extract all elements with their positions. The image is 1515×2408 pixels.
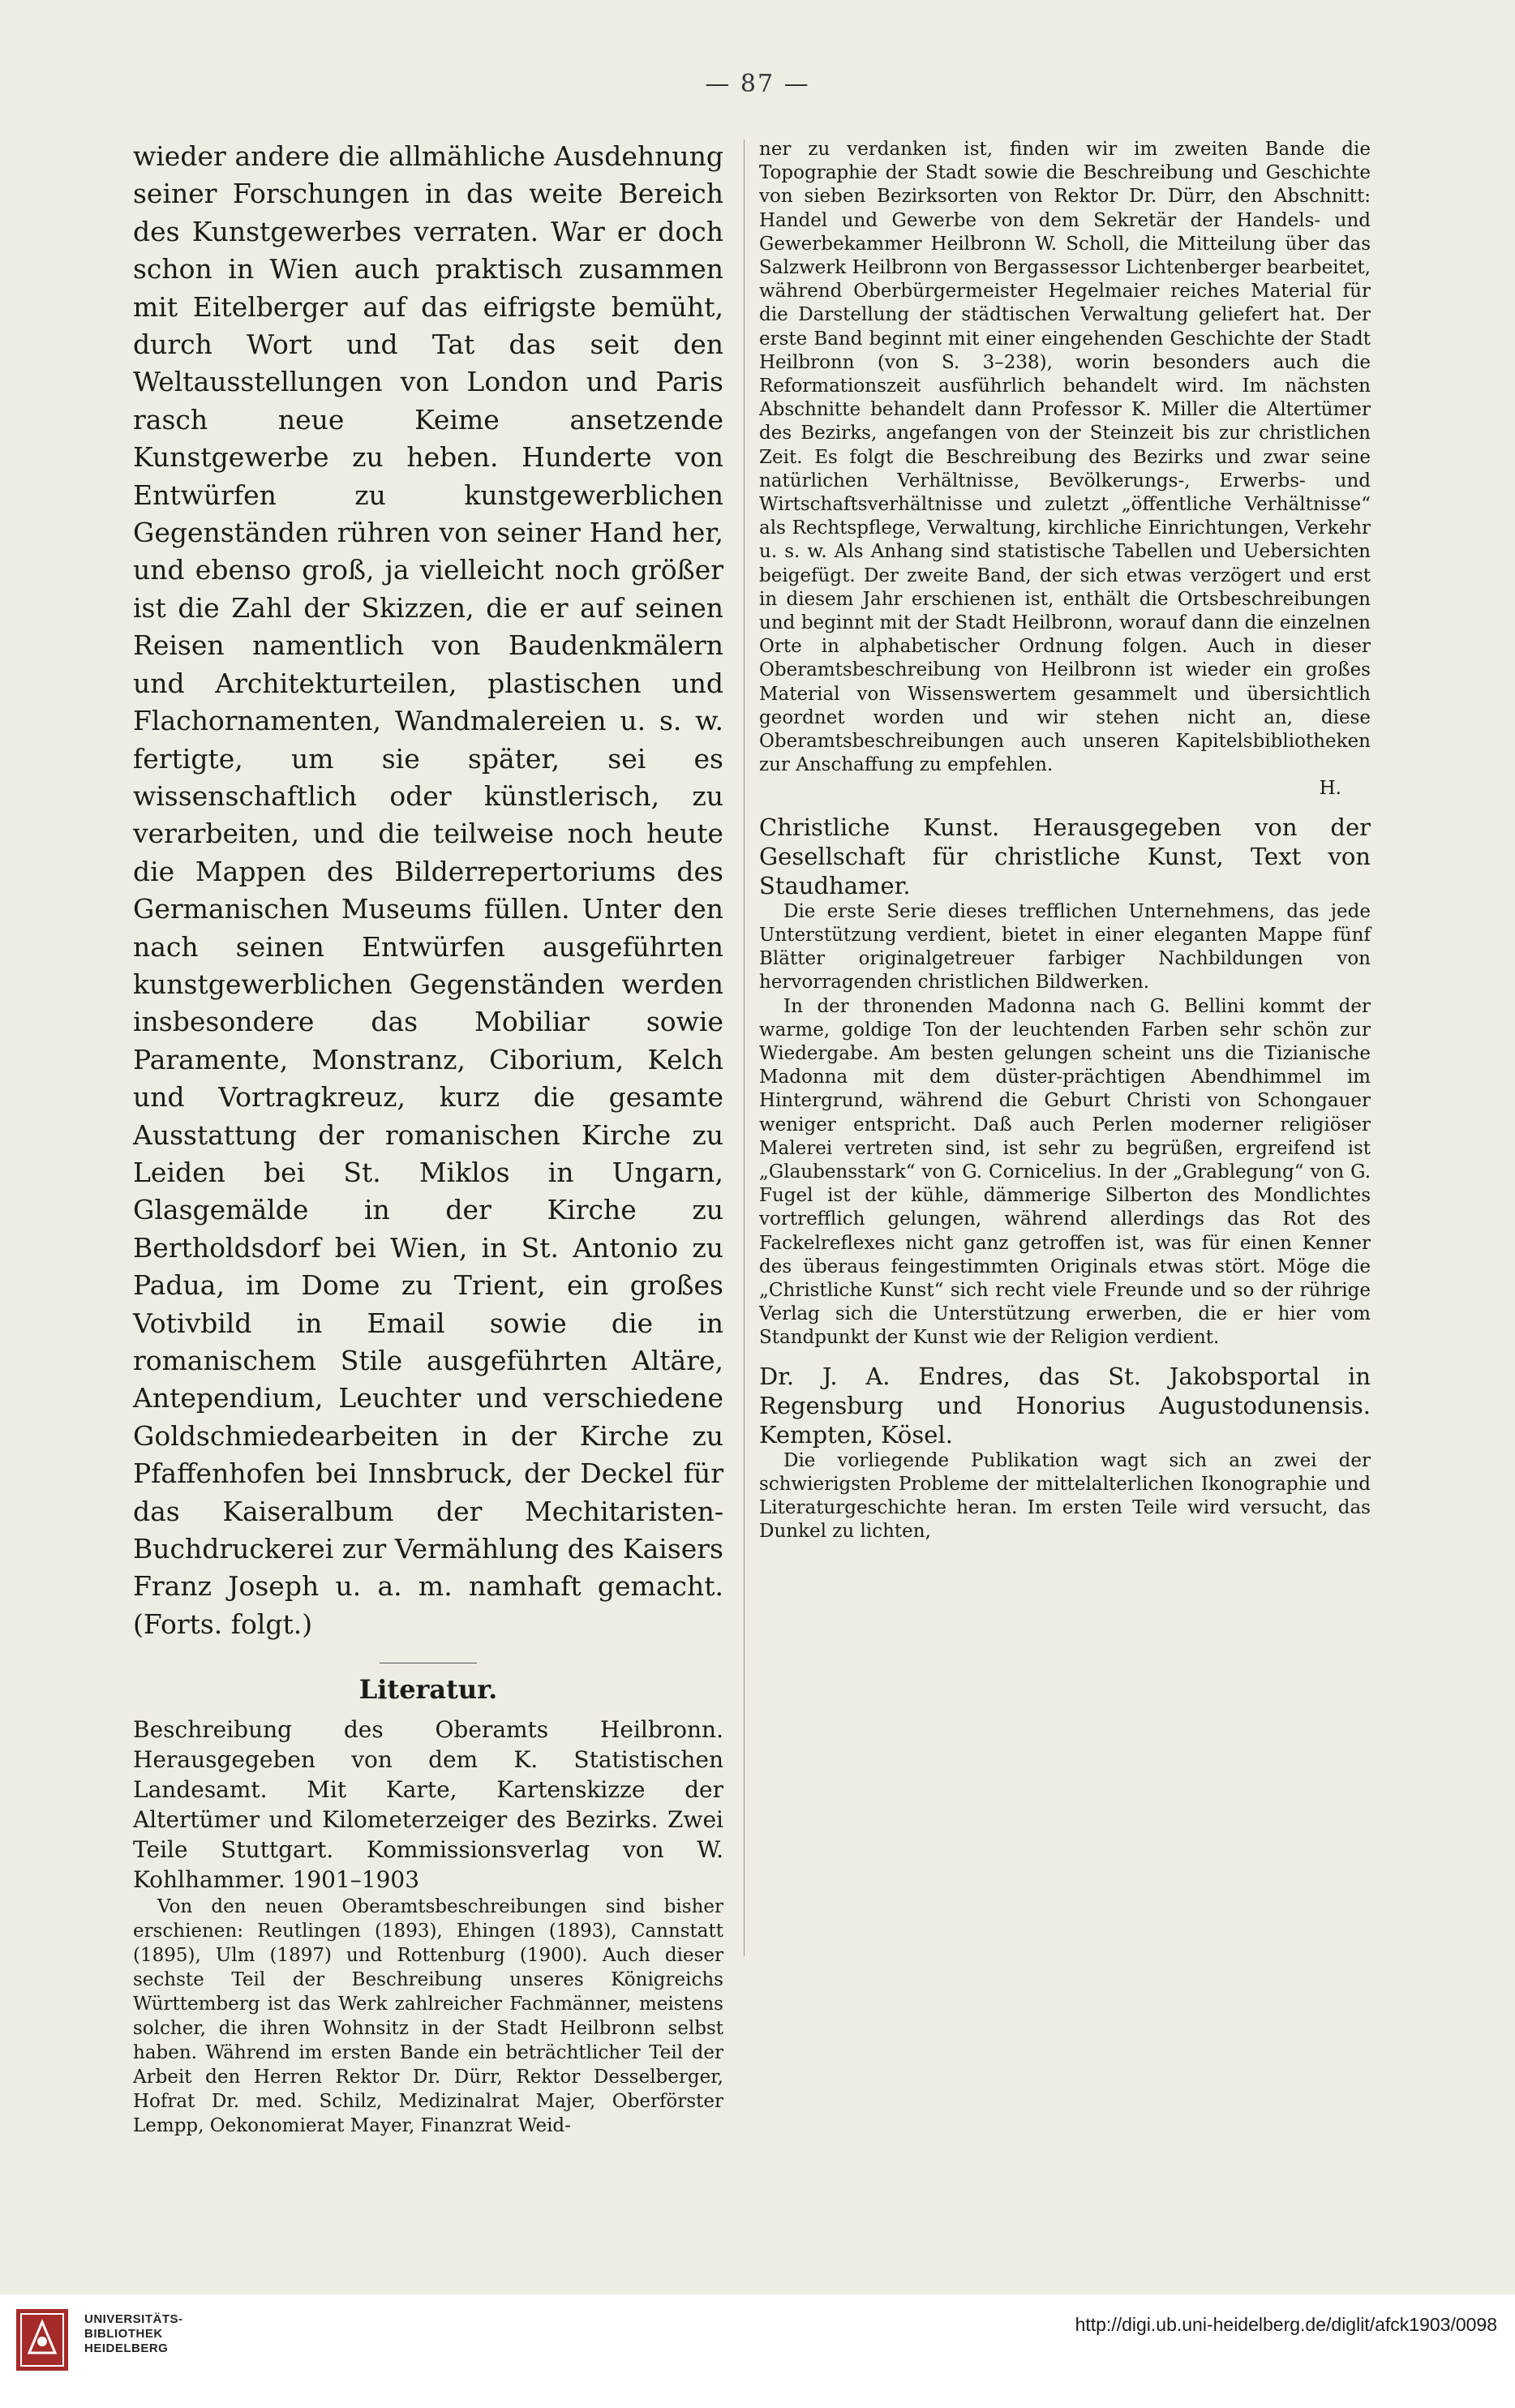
review-title-endres: Dr. J. A. Endres, das St. Jakobsportal in Regensburg und Honorius Augustodunensis. Kempten, Kösel. (759, 1362, 1371, 1449)
review-body-heilbronn: Von den neuen Oberamtsbeschreibungen sind bisher erschienen: Reutlingen (1893), Ehingen (1893), Cannstatt (1895), Ulm (1897) und Rottenburg (1900). Auch dieser sechste Teil der Beschreibung unseres Königreichs Württemberg ist das Werk zahlreicher Fachmänner, meistens solcher, die ihren Wohnsitz in der Stadt Heilbronn selbst haben. Während im ersten Bande ein beträchtlicher Teil der Arbeit den Herren Rektor Dr. Dürr, Rektor Desselberger, Hofrat Dr. med. Schilz, Medizinalrat Majer, Oberförster Lempp, Oekonomierat Mayer, Finanzrat Weid- (133, 1896, 723, 2137)
reviewer-signature: H. (1319, 778, 1341, 800)
review-title-christliche-kunst: Christliche Kunst. Herausgegeben von der Gesellschaft für christliche Kunst, Text von Staudhamer. (759, 813, 1371, 899)
review-title-heilbronn: Beschreibung des Oberamts Heilbronn. Herausgegeben von dem K. Statistischen Landesamt. Mit Karte, Kartenskizze der Altertümer und Kilometerzeiger des Bezirks. Zwei Teile Stuttgart. Kommissionsverlag von W. Kohlhammer. 1901–1903 (133, 1716, 723, 1894)
review-paragraph: Die vorliegende Publikation wagt sich an zwei der schwierigsten Probleme der mittelalterlichen Ikonographie und Literaturgeschichte heran. Im ersten Teile wird versucht, das Dunkel zu lichten, (759, 1449, 1371, 1543)
page-number: — 87 — (705, 70, 810, 98)
university-seal-icon (15, 2307, 70, 2372)
article-continuation: wieder andere die allmähliche Ausdehnung seiner Forschungen in das weite Bereich des Kunstgewerbes verraten. War er doch schon in Wien auch praktisch zusammen mit Eitelberger auf das eifrigste bemüht, durch Wort und Tat das seit den Weltausstellungen von London und Paris rasch neue Keime ansetzende Kunstgewerbe zu heben. Hunderte von Entwürfen zu kunstgewerblichen Gegenständen rühren von seiner Hand her, und ebenso groß, ja vielleicht noch größer ist die Zahl der Skizzen, die er auf seinen Reisen namentlich von Baudenkmälern und Architekturteilen, plastischen und Flachornamenten, Wandmalereien u. s. w. fertigte, um sie später, sei es wissenschaftlich oder künstlerisch, zu verarbeiten, und die teilweise noch heute die Mappen des Bilderrepertoriums des Germanischen Museums füllen. Unter den nach seinen Entwürfen ausgeführten kunstgewerblichen Gegenständen werden insbesondere das Mobiliar sowie Paramente, Monstranz, Ciborium, Kelch und Vortragkreuz, kurz die gesamte Ausstattung der romanischen Kirche zu Leiden bei St. Miklos in Ungarn, Glasgemälde in der Kirche zu Bertholdsdorf bei Wien, in St. Antonio zu Padua, im Dome zu Trient, ein großes Votivbild in Email sowie die in romanischem Stile ausgeführten Altäre, Antependium, Leuchter und verschiedene Goldschmiedearbeiten in der Kirche zu Pfaffenhofen bei Innsbruck, der Deckel für das Kaiseralbum der Mechitaristen-Buchdruckerei zur Vermählung des Kaisers Franz Joseph u. a. m. namhaft gemacht. (Forts. folgt.) (133, 140, 723, 1640)
review-body-heilbronn-cont: ner zu verdanken ist, finden wir im zweiten Bande die Topographie der Stadt sowie die Beschreibung und Geschichte von sieben Bezirksorten von Rektor Dr. Dürr, den Abschnitt: Handel und Gewerbe von dem Sekretär der Handels- und Gewerbekammer Heilbronn W. Scholl, die Mitteilung über das Salzwerk Heilbronn von Bergassessor Lichtenberger bearbeitet, während Oberbürgermeister Hegelmaier reiches Material für die Darstellung der städtischen Verwaltung geliefert hat. Der erste Band beginnt mit einer eingehenden Geschichte der Stadt Heilbronn (von S. 3–238), worin besonders auch die Reformationszeit ausführlich behandelt wird. Im nächsten Abschnitte behandelt dann Professor K. Miller die Altertümer des Bezirks, angefangen von der Steinzeit bis zur christlichen Zeit. Es folgt die Beschreibung des Bezirks und zwar seine natürlichen Verhältnisse, Bevölkerungs-, Erwerbs- und Wirtschaftsverhältnisse und zuletzt „öffentliche Verhältnisse“ als Rechtspflege, Verwaltung, kirchliche Einrichtungen, Verkehr u. s. w. Als Anhang sind statistische Tabellen und Uebersichten beigefügt. Der zweite Band, der sich etwas verzögert und erst in diesem Jahr erschienen ist, enthält die Ortsbeschreibungen und beginnt mit der Stadt Heilbronn, worauf dann die einzelnen Orte in alphabetischer Ordnung folgen. Auch in dieser Oberamtsbeschreibung von Heilbronn ist wieder ein großes Material von Wissenswertem gesammelt und übersichtlich geordnet worden und wir stehen nicht an, diese Oberamtsbeschreibungen auch unseren Kapitelsbibliotheken zur Anschaffung zu empfehlen. (759, 139, 1371, 776)
left-column (133, 138, 723, 2138)
section-heading: Literatur. (133, 1663, 723, 1705)
column-divider (744, 140, 745, 1956)
review-paragraph: In der thronenden Madonna nach G. Bellini kommt der warme, goldige Ton der leuchtenden Farben sehr schön zur Wiedergabe. Am besten gelungen scheint uns die Tizianische Madonna mit dem düster-prächtigen Abendhimmel im Hintergrund, während die Geburt Christi von Schongauer weniger entspricht. Daß auch Perlen moderner religiöser Malerei vertreten sind, ist sehr zu begrüßen, ergreifend ist „Glaubensstark“ von G. Cornicelius. In der „Grablegung“ von G. Fugel ist der kühle, dämmerige Silberton des Mondlichtes vortrefflich gelungen, während allerdings das Rot des Fackelreflexes nicht ganz getroffen ist, was für einen Kenner des überaus feingestimmten Originals etwas stört. Möge die „Christliche Kunst“ sich recht viele Freunde und so der rührige Verlag sich die Unterstützung erwerben, die er hier vom Standpunkt der Kunst wie der Religion verdient. (759, 995, 1371, 1349)
right-column (759, 138, 1371, 1543)
institution-name: UNIVERSITÄTS- BIBLIOTHEK HEIDELBERG (84, 2312, 183, 2355)
source-url-link[interactable]: http://digi.ub.uni-heidelberg.de/diglit/afck1903/0098 (1075, 2314, 1497, 2335)
review-paragraph: Die erste Serie dieses trefflichen Unternehmens, das jede Unterstützung verdient, bietet in einer eleganten Mappe fünf Blätter originalgetreuer farbiger Nachbildungen von hervorragenden christlichen Bildwerken. (759, 900, 1371, 994)
digitization-footer (0, 2294, 1515, 2408)
